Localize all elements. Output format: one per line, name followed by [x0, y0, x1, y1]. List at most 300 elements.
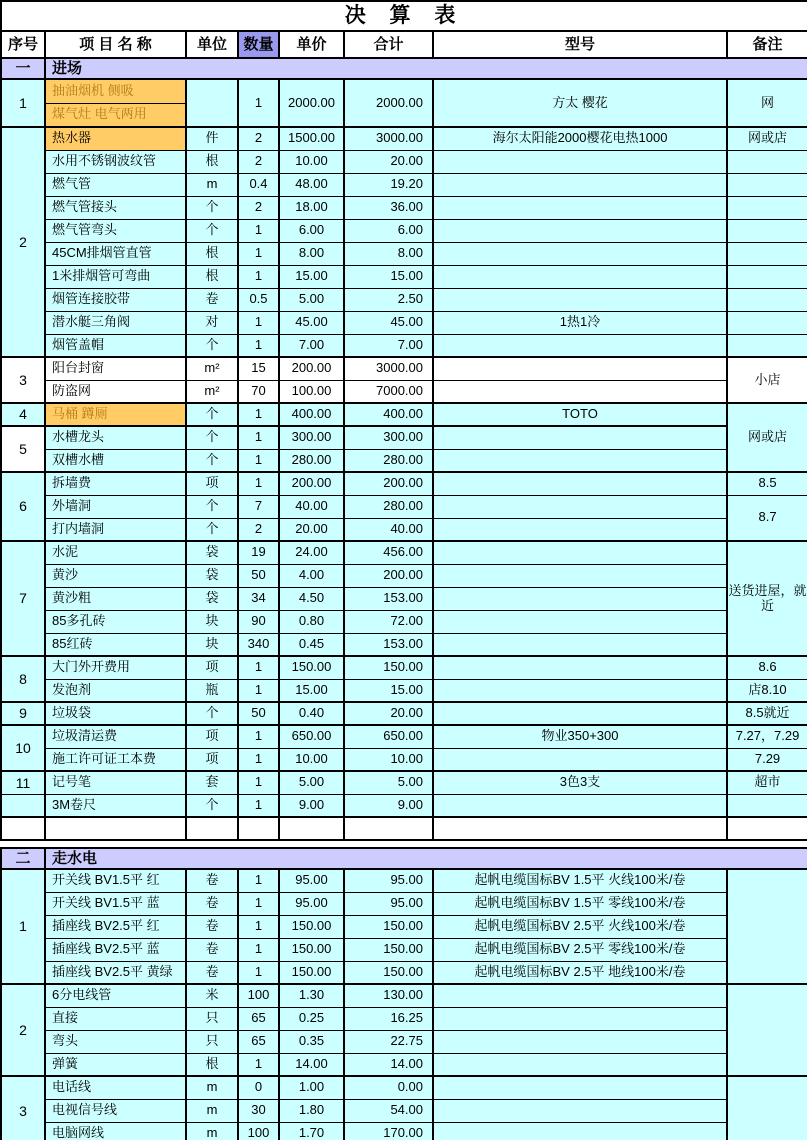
quantity-cell: 7: [238, 495, 279, 518]
remark-cell: [727, 1076, 807, 1140]
item-name-cell: 发泡剂: [45, 679, 186, 702]
section-gap: [1, 840, 807, 848]
table-row: [1, 79, 807, 103]
account-table-body: [1, 1, 807, 1140]
quantity-cell: 340: [238, 633, 279, 656]
total-cell: 14.00: [344, 1053, 433, 1076]
total-cell: 54.00: [344, 1099, 433, 1122]
quantity-cell: 70: [238, 380, 279, 403]
table-row: [1, 817, 807, 840]
item-name-cell: 垃圾清运费: [45, 725, 186, 748]
total-cell: 130.00: [344, 984, 433, 1007]
row-index-cell: 1: [1, 869, 45, 984]
quantity-cell: 0.5: [238, 288, 279, 311]
model-cell: 物业350+300: [433, 725, 727, 748]
quantity-cell: 1: [238, 265, 279, 288]
remark-cell: [727, 219, 807, 242]
item-name-cell: 开关线 BV1.5平 蓝: [45, 892, 186, 915]
item-name-cell: 抽油烟机 侧吸: [45, 79, 186, 103]
table-row: [1, 311, 807, 334]
table-row: [1, 610, 807, 633]
quantity-cell: 100: [238, 984, 279, 1007]
unit-cell: 项: [186, 725, 238, 748]
item-name-cell: 弯头: [45, 1030, 186, 1053]
model-cell: [433, 1007, 727, 1030]
quantity-cell: 1: [238, 311, 279, 334]
table-row: [1, 915, 807, 938]
total-cell: 3000.00: [344, 357, 433, 380]
table-row: [1, 288, 807, 311]
remark-cell: 7.29: [727, 748, 807, 771]
remark-cell: 网或店: [727, 127, 807, 150]
item-name-cell: 烟管盖帽: [45, 334, 186, 357]
model-cell: [433, 173, 727, 196]
unit-cell: m²: [186, 380, 238, 403]
quantity-cell: 1: [238, 403, 279, 426]
section-number: 一: [1, 58, 45, 79]
table-row: [1, 656, 807, 679]
model-cell: [433, 219, 727, 242]
item-name-cell: 外墙洞: [45, 495, 186, 518]
unit-price-cell: 15.00: [279, 679, 344, 702]
unit-cell: 根: [186, 265, 238, 288]
model-cell: [433, 242, 727, 265]
table-row: [1, 265, 807, 288]
unit-cell: 项: [186, 656, 238, 679]
row-index-cell: 4: [1, 403, 45, 426]
remark-cell: [727, 311, 807, 334]
table-row: [1, 587, 807, 610]
quantity-cell: 1: [238, 426, 279, 449]
unit-price-cell: 9.00: [279, 794, 344, 817]
table-row: [1, 771, 807, 794]
unit-cell: 项: [186, 748, 238, 771]
item-name-cell: 开关线 BV1.5平 红: [45, 869, 186, 892]
quantity-cell: 1: [238, 725, 279, 748]
section-title: 走水电: [45, 848, 807, 869]
item-name-cell: 水槽龙头: [45, 426, 186, 449]
remark-cell: 店8.10: [727, 679, 807, 702]
quantity-cell: 1: [238, 219, 279, 242]
item-name-cell: 插座线 BV2.5平 红: [45, 915, 186, 938]
item-name-cell: 记号笔: [45, 771, 186, 794]
total-cell: 2.50: [344, 288, 433, 311]
unit-cell: 个: [186, 794, 238, 817]
table-row: [1, 495, 807, 518]
model-cell: 1热1冷: [433, 311, 727, 334]
item-name-cell: 弹簧: [45, 1053, 186, 1076]
total-cell: 19.20: [344, 173, 433, 196]
unit-price-cell: 1.80: [279, 1099, 344, 1122]
remark-cell: [727, 984, 807, 1076]
unit-price-cell: 40.00: [279, 495, 344, 518]
item-name-cell: 电话线: [45, 1076, 186, 1099]
model-cell: [433, 495, 727, 518]
row-index-cell: 5: [1, 426, 45, 472]
unit-price-cell: 0.25: [279, 1007, 344, 1030]
row-index-cell: 6: [1, 472, 45, 541]
quantity-cell: 1: [238, 679, 279, 702]
quantity-cell: 1: [238, 79, 279, 127]
item-name-cell: 潜水艇三角阀: [45, 311, 186, 334]
total-cell: 20.00: [344, 150, 433, 173]
unit-cell: 只: [186, 1030, 238, 1053]
remark-cell: [727, 334, 807, 357]
quantity-cell: 19: [238, 541, 279, 564]
model-cell: [433, 541, 727, 564]
quantity-cell: [238, 817, 279, 840]
model-cell: [433, 472, 727, 495]
col-header-unit: 单位: [186, 31, 238, 58]
col-header-unit-price: 单价: [279, 31, 344, 58]
total-cell: 8.00: [344, 242, 433, 265]
col-header-remark: 备注: [727, 31, 807, 58]
item-name-cell: 3M卷尺: [45, 794, 186, 817]
quantity-cell: 2: [238, 127, 279, 150]
table-row: [1, 426, 807, 449]
quantity-cell: 50: [238, 702, 279, 725]
table-row: [1, 196, 807, 219]
remark-cell: [727, 794, 807, 817]
total-cell: 150.00: [344, 915, 433, 938]
table-row: [1, 725, 807, 748]
model-cell: [433, 426, 727, 449]
unit-price-cell: 5.00: [279, 771, 344, 794]
row-index-cell: [1, 817, 45, 840]
unit-price-cell: 1.30: [279, 984, 344, 1007]
unit-cell: 根: [186, 1053, 238, 1076]
model-cell: 起帆电缆国标BV 1.5平 火线100米/卷: [433, 869, 727, 892]
unit-price-cell: 300.00: [279, 426, 344, 449]
model-cell: [433, 610, 727, 633]
unit-price-cell: 15.00: [279, 265, 344, 288]
unit-cell: 卷: [186, 869, 238, 892]
remark-cell: 7.27，7.29: [727, 725, 807, 748]
quantity-cell: 1: [238, 915, 279, 938]
quantity-cell: 1: [238, 656, 279, 679]
table-row: [1, 357, 807, 380]
model-cell: [433, 334, 727, 357]
table-row: [1, 334, 807, 357]
unit-cell: 个: [186, 426, 238, 449]
item-name-cell: 燃气管: [45, 173, 186, 196]
item-name-cell: 85多孔砖: [45, 610, 186, 633]
quantity-cell: 0: [238, 1076, 279, 1099]
total-cell: 280.00: [344, 495, 433, 518]
unit-cell: 卷: [186, 892, 238, 915]
quantity-cell: 1: [238, 1053, 279, 1076]
remark-cell: 送货进屋，就近: [727, 541, 807, 656]
model-cell: [433, 656, 727, 679]
unit-price-cell: 150.00: [279, 938, 344, 961]
row-index-cell: 2: [1, 984, 45, 1076]
unit-price-cell: 1.00: [279, 1076, 344, 1099]
unit-price-cell: 200.00: [279, 472, 344, 495]
total-cell: 36.00: [344, 196, 433, 219]
total-cell: 456.00: [344, 541, 433, 564]
quantity-cell: 1: [238, 771, 279, 794]
total-cell: 20.00: [344, 702, 433, 725]
table-row: [1, 564, 807, 587]
item-name-cell: 插座线 BV2.5平 黄绿: [45, 961, 186, 984]
quantity-cell: 1: [238, 869, 279, 892]
unit-price-cell: 100.00: [279, 380, 344, 403]
col-header-total: 合计: [344, 31, 433, 58]
table-row: [1, 984, 807, 1007]
unit-price-cell: 0.35: [279, 1030, 344, 1053]
table-row: [1, 1076, 807, 1099]
unit-price-cell: 150.00: [279, 915, 344, 938]
item-name-cell: 1米排烟管可弯曲: [45, 265, 186, 288]
quantity-cell: 1: [238, 961, 279, 984]
unit-cell: 个: [186, 702, 238, 725]
unit-price-cell: 48.00: [279, 173, 344, 196]
model-cell: [433, 1076, 727, 1099]
quantity-cell: 65: [238, 1007, 279, 1030]
unit-cell: 根: [186, 150, 238, 173]
model-cell: [433, 702, 727, 725]
unit-cell: 块: [186, 633, 238, 656]
item-name-cell: 85红砖: [45, 633, 186, 656]
quantity-cell: 90: [238, 610, 279, 633]
remark-cell: [727, 817, 807, 840]
table-row: [1, 961, 807, 984]
remark-cell: [727, 173, 807, 196]
remark-cell: 网或店: [727, 403, 807, 472]
remark-cell: 8.5就近: [727, 702, 807, 725]
row-index-cell: 8: [1, 656, 45, 702]
quantity-cell: 1: [238, 892, 279, 915]
total-cell: 300.00: [344, 426, 433, 449]
total-cell: 7.00: [344, 334, 433, 357]
item-name-cell: 热水器: [45, 127, 186, 150]
model-cell: [433, 196, 727, 219]
unit-cell: 卷: [186, 961, 238, 984]
unit-cell: 个: [186, 403, 238, 426]
total-cell: 3000.00: [344, 127, 433, 150]
model-cell: [433, 587, 727, 610]
unit-cell: [186, 817, 238, 840]
unit-price-cell: 7.00: [279, 334, 344, 357]
col-header-model: 型号: [433, 31, 727, 58]
quantity-cell: 1: [238, 794, 279, 817]
quantity-cell: 1: [238, 938, 279, 961]
unit-cell: 根: [186, 242, 238, 265]
unit-price-cell: 95.00: [279, 892, 344, 915]
col-header-item-name: 项 目 名 称: [45, 31, 186, 58]
total-cell: 22.75: [344, 1030, 433, 1053]
total-cell: 10.00: [344, 748, 433, 771]
model-cell: [433, 984, 727, 1007]
unit-price-cell: 95.00: [279, 869, 344, 892]
unit-cell: 袋: [186, 564, 238, 587]
row-index-cell: 10: [1, 725, 45, 771]
quantity-cell: 1: [238, 748, 279, 771]
table-row: [1, 518, 807, 541]
model-cell: [433, 1030, 727, 1053]
total-cell: [344, 817, 433, 840]
unit-cell: 个: [186, 518, 238, 541]
item-name-cell: 直接: [45, 1007, 186, 1030]
model-cell: [433, 748, 727, 771]
row-index-cell: 7: [1, 541, 45, 656]
total-cell: 0.00: [344, 1076, 433, 1099]
unit-price-cell: 280.00: [279, 449, 344, 472]
unit-price-cell: 4.50: [279, 587, 344, 610]
section-number: 二: [1, 848, 45, 869]
unit-price-cell: 2000.00: [279, 79, 344, 127]
unit-cell: m: [186, 1099, 238, 1122]
unit-price-cell: 5.00: [279, 288, 344, 311]
unit-cell: 块: [186, 610, 238, 633]
total-cell: 16.25: [344, 1007, 433, 1030]
unit-cell: 瓶: [186, 679, 238, 702]
table-row: [1, 702, 807, 725]
row-index-cell: 11: [1, 771, 45, 794]
table-row: [1, 1007, 807, 1030]
unit-cell: m: [186, 1076, 238, 1099]
item-name-cell: 双槽水槽: [45, 449, 186, 472]
model-cell: [433, 633, 727, 656]
table-row: [1, 794, 807, 817]
item-name-cell: 打内墙洞: [45, 518, 186, 541]
unit-price-cell: 8.00: [279, 242, 344, 265]
total-cell: 170.00: [344, 1122, 433, 1140]
total-cell: 200.00: [344, 472, 433, 495]
table-row: [1, 869, 807, 892]
model-cell: [433, 1099, 727, 1122]
unit-price-cell: 200.00: [279, 357, 344, 380]
table-row: [1, 127, 807, 150]
row-index-cell: 1: [1, 79, 45, 127]
model-cell: [433, 288, 727, 311]
total-cell: 15.00: [344, 265, 433, 288]
item-name-cell: 黄沙: [45, 564, 186, 587]
total-cell: 150.00: [344, 961, 433, 984]
quantity-cell: 1: [238, 449, 279, 472]
table-row: [1, 541, 807, 564]
unit-cell: 只: [186, 1007, 238, 1030]
item-name-cell: 黄沙粗: [45, 587, 186, 610]
total-cell: 2000.00: [344, 79, 433, 127]
unit-price-cell: 0.45: [279, 633, 344, 656]
table-row: [1, 173, 807, 196]
item-name-cell: 拆墙费: [45, 472, 186, 495]
quantity-cell: 1: [238, 334, 279, 357]
row-index-cell: 9: [1, 702, 45, 725]
unit-price-cell: 0.80: [279, 610, 344, 633]
model-cell: 方太 樱花: [433, 79, 727, 127]
item-name-cell: 防盗网: [45, 380, 186, 403]
quantity-cell: 34: [238, 587, 279, 610]
total-cell: 153.00: [344, 587, 433, 610]
item-name-cell: 马桶 蹲厕: [45, 403, 186, 426]
unit-price-cell: 20.00: [279, 518, 344, 541]
total-cell: 150.00: [344, 656, 433, 679]
item-name-cell: 烟管连接胶带: [45, 288, 186, 311]
item-name-cell: [45, 817, 186, 840]
unit-price-cell: 10.00: [279, 150, 344, 173]
table-row: [1, 1099, 807, 1122]
unit-cell: 袋: [186, 541, 238, 564]
table-row: [1, 892, 807, 915]
item-name-cell: 垃圾袋: [45, 702, 186, 725]
unit-cell: 个: [186, 334, 238, 357]
unit-cell: m: [186, 173, 238, 196]
total-cell: 650.00: [344, 725, 433, 748]
remark-cell: [727, 196, 807, 219]
quantity-cell: 65: [238, 1030, 279, 1053]
row-index-cell: 3: [1, 1076, 45, 1140]
total-cell: 153.00: [344, 633, 433, 656]
unit-cell: 套: [186, 771, 238, 794]
unit-cell: 个: [186, 196, 238, 219]
remark-cell: [727, 242, 807, 265]
quantity-cell: 15: [238, 357, 279, 380]
remark-cell: 8.5: [727, 472, 807, 495]
row-index-cell: 2: [1, 127, 45, 357]
remark-cell: 超市: [727, 771, 807, 794]
unit-cell: 米: [186, 984, 238, 1007]
unit-cell: 项: [186, 472, 238, 495]
remark-cell: [727, 265, 807, 288]
quantity-cell: 1: [238, 242, 279, 265]
unit-cell: 卷: [186, 288, 238, 311]
unit-price-cell: 1500.00: [279, 127, 344, 150]
model-cell: 起帆电缆国标BV 2.5平 地线100米/卷: [433, 961, 727, 984]
total-cell: 9.00: [344, 794, 433, 817]
row-index-cell: [1, 794, 45, 817]
model-cell: TOTO: [433, 403, 727, 426]
table-row: [1, 679, 807, 702]
unit-price-cell: 10.00: [279, 748, 344, 771]
table-row: [1, 380, 807, 403]
model-cell: 起帆电缆国标BV 2.5平 火线100米/卷: [433, 915, 727, 938]
col-header-quantity: 数量: [238, 31, 279, 58]
total-cell: 45.00: [344, 311, 433, 334]
remark-cell: 小店: [727, 357, 807, 403]
page-title: 决 算 表: [1, 1, 807, 31]
unit-cell: 个: [186, 219, 238, 242]
unit-price-cell: 45.00: [279, 311, 344, 334]
item-name-cell: 水用不锈钢波纹管: [45, 150, 186, 173]
total-cell: 7000.00: [344, 380, 433, 403]
quantity-cell: 30: [238, 1099, 279, 1122]
table-row: [1, 938, 807, 961]
total-cell: 5.00: [344, 771, 433, 794]
unit-cell: 卷: [186, 915, 238, 938]
table-row: [1, 1122, 807, 1140]
total-cell: 400.00: [344, 403, 433, 426]
model-cell: 3色3支: [433, 771, 727, 794]
unit-price-cell: 400.00: [279, 403, 344, 426]
table-row: [1, 633, 807, 656]
model-cell: 海尔太阳能2000樱花电热1000: [433, 127, 727, 150]
item-name-cell: 大门外开费用: [45, 656, 186, 679]
model-cell: [433, 794, 727, 817]
unit-cell: 对: [186, 311, 238, 334]
item-name-cell: 燃气管接头: [45, 196, 186, 219]
model-cell: [433, 1122, 727, 1140]
model-cell: [433, 817, 727, 840]
remark-cell: 8.7: [727, 495, 807, 541]
table-row: [1, 403, 807, 426]
unit-cell: 袋: [186, 587, 238, 610]
remark-cell: 8.6: [727, 656, 807, 679]
item-name-cell: 插座线 BV2.5平 蓝: [45, 938, 186, 961]
quantity-cell: 100: [238, 1122, 279, 1140]
model-cell: 起帆电缆国标BV 1.5平 零线100米/卷: [433, 892, 727, 915]
